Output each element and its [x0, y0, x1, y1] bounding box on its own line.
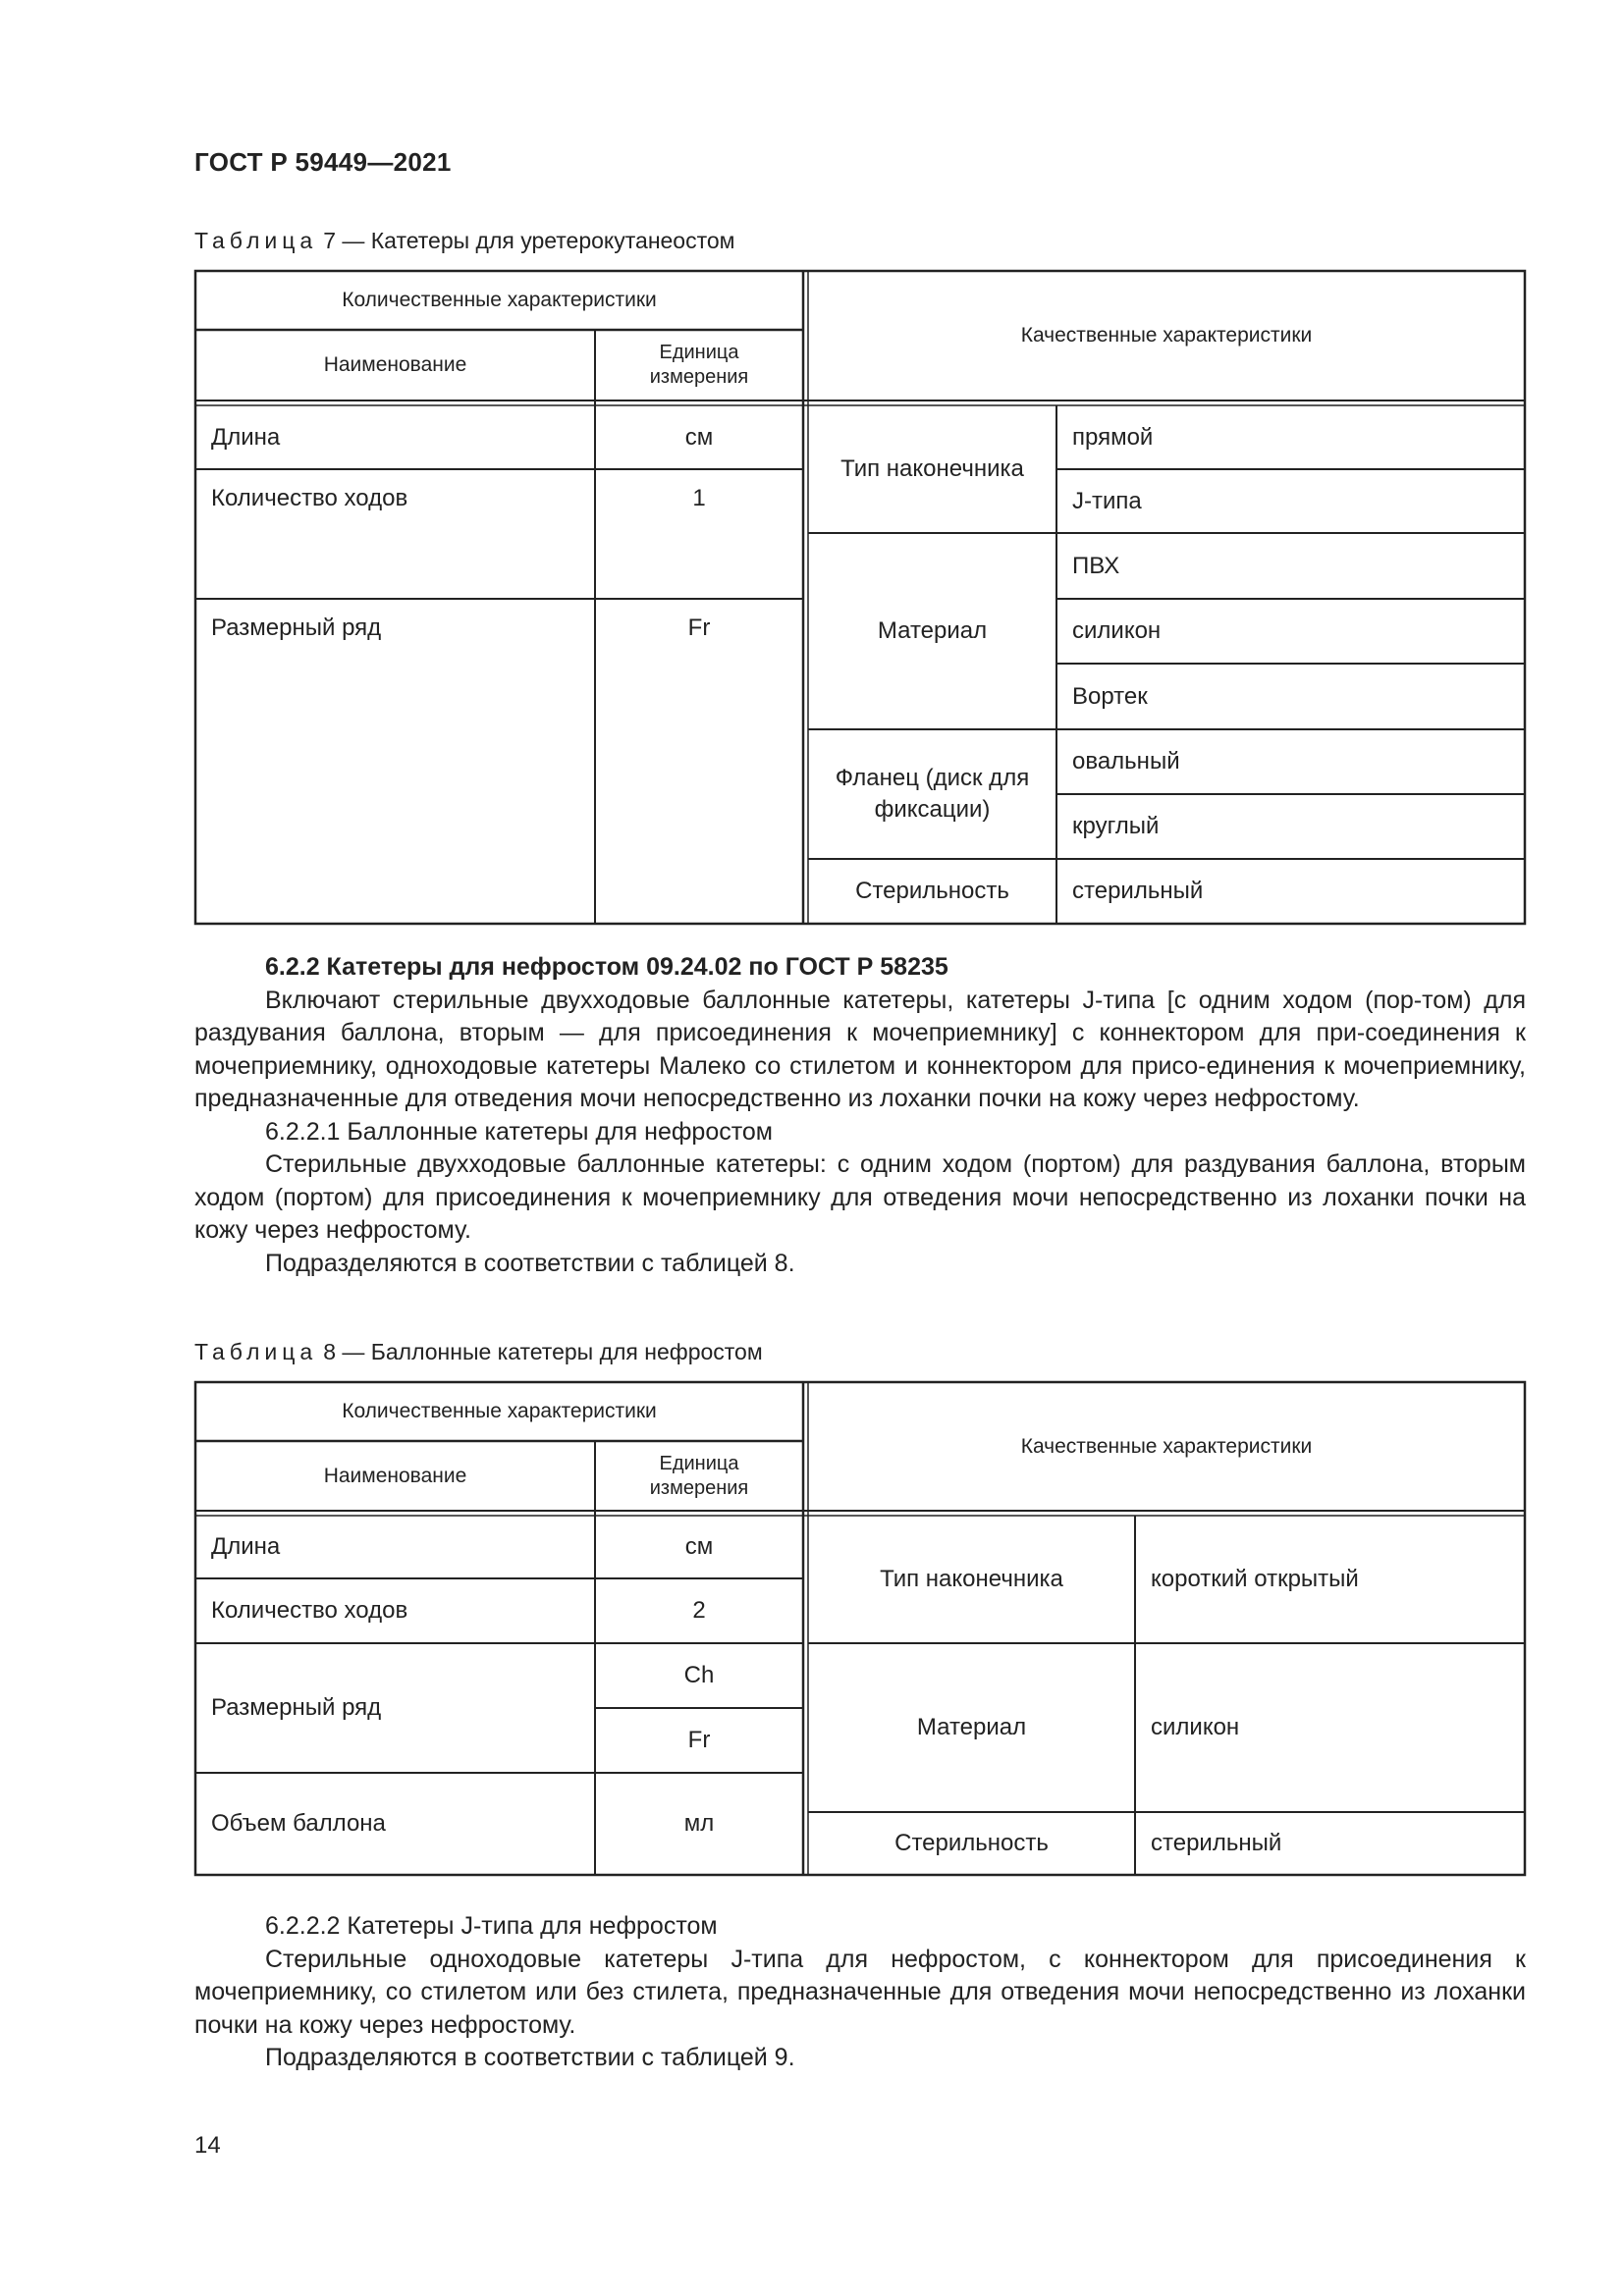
table7-qual-label: Тип наконечника — [840, 455, 1024, 482]
table7-qual-label-line1: Фланец (диск для — [835, 765, 1030, 791]
table7-row-unit: Fr — [687, 614, 711, 641]
table7-qual-value: прямой — [1072, 423, 1154, 451]
page-number: 14 — [194, 2132, 221, 2159]
table7-qual-label: Стерильность — [855, 878, 1009, 904]
table8-qual-label: Материал — [916, 1714, 1027, 1740]
table7-caption-word: Таблица — [194, 228, 318, 253]
table7-qual-label: Материал — [877, 617, 988, 644]
table8-row-unit: Fr — [687, 1727, 711, 1753]
table8-qual-label: Стерильность — [894, 1830, 1049, 1856]
table7-row-name: Длина — [211, 423, 281, 451]
paragraph: Подразделяются в соответствии с таблицей 8. — [265, 1249, 795, 1277]
table8-header-name: Наименование — [323, 1464, 467, 1487]
table8-row-unit: см — [684, 1533, 714, 1560]
section-heading: 6.2.2 Катетеры для нефростом 09.24.02 по ГОСТ Р 58235 — [265, 953, 948, 981]
paragraph: Стерильные двухходовые баллонные катетеры: с одним ходом (портом) для раздувания баллона, вторым ходом (портом) для присоединения к мочеприемнику для отведения мочи непосредственно из лоханки почки на кожу через нефростому. — [194, 1150, 1526, 1244]
table7-qual-value: овальный — [1072, 748, 1180, 774]
table7-qual-label-line2: фиксации) — [874, 796, 991, 823]
table8-header-quantitative: Количественные характеристики — [342, 1400, 657, 1422]
table8-caption-text: 8 — Баллонные катетеры для нефростом — [323, 1339, 763, 1364]
table8-qual-value: силикон — [1151, 1714, 1240, 1740]
table7-qual-value: силикон — [1072, 617, 1162, 644]
table8-row-name: Количество ходов — [211, 1597, 408, 1624]
subsection-heading: 6.2.2.2 Катетеры J-типа для нефростом — [265, 1912, 718, 1940]
section2-text — [194, 1910, 1526, 2075]
table7-qual-value: стерильный — [1072, 878, 1204, 904]
table7-header-unit-line1: Единица — [659, 342, 739, 363]
table8-row-unit: 2 — [692, 1597, 706, 1624]
table7-row-name: Количество ходов — [211, 485, 408, 511]
paragraph: Подразделяются в соответствии с таблицей 9. — [265, 2044, 795, 2071]
table8-row-unit: мл — [683, 1810, 715, 1837]
table7-qual-value: J-типа — [1072, 487, 1142, 514]
table8-row-unit: Ch — [683, 1662, 715, 1688]
table7-qual-value: Вортек — [1072, 682, 1148, 710]
table7-caption-text: 7 — Катетеры для уретерокутанеостом — [323, 228, 735, 253]
paragraph: Включают стерильные двухходовые баллонные катетеры, катетеры J-типа [с одним ходом (пор-том) для раздувания баллона, вторым — для присоединения к мочеприемнику] с коннектором для при-соединения к мочеприемнику, одноходовые катетеры Малеко со стилетом и коннектором для присо-единения к мочеприемнику, предназначенные для отведения мочи непосредственно из лоханки почки на кожу через нефростому. — [194, 986, 1526, 1112]
table8-row-name: Объем баллона — [211, 1810, 386, 1837]
table7-header-quantitative: Количественные характеристики — [342, 289, 657, 311]
table7-qual-value: ПВХ — [1072, 552, 1120, 579]
table8-qual-value: стерильный — [1151, 1830, 1282, 1856]
table8-header-unit-line2: измерения — [649, 1476, 749, 1499]
table8-header-qualitative: Качественные характеристики — [1020, 1434, 1313, 1458]
table8-header-unit — [595, 1441, 803, 1511]
table8-row-name: Размерный ряд — [211, 1694, 382, 1721]
paragraph: Стерильные одноходовые катетеры J-типа для нефростом, с коннектором для присоединения к мочеприемнику, со стилетом или без стилета, предназначенные для отведения мочи непосредственно из лоханки почки на кожу через нефростому. — [194, 1945, 1526, 2039]
table7-header-name: Наименование — [323, 353, 467, 376]
table7-row-unit: см — [684, 423, 714, 451]
table8-row-name: Длина — [211, 1533, 281, 1560]
table8-header-unit-line1: Единица — [659, 1452, 739, 1474]
table7-qual-value: круглый — [1072, 813, 1160, 839]
subsection-heading: 6.2.2.1 Баллонные катетеры для нефростом — [265, 1117, 773, 1146]
table7-header-unit-line2: измерения — [649, 366, 749, 388]
table8-caption-word: Таблица — [194, 1339, 318, 1364]
table7-row-unit: 1 — [692, 485, 706, 511]
table8-qual-label: Тип наконечника — [880, 1566, 1063, 1592]
table8-qual-value: короткий открытый — [1151, 1566, 1359, 1592]
document-id: ГОСТ Р 59449—2021 — [194, 147, 452, 177]
table7-header-qualitative: Качественные характеристики — [1020, 324, 1313, 347]
table7-row-name: Размерный ряд — [211, 614, 382, 641]
